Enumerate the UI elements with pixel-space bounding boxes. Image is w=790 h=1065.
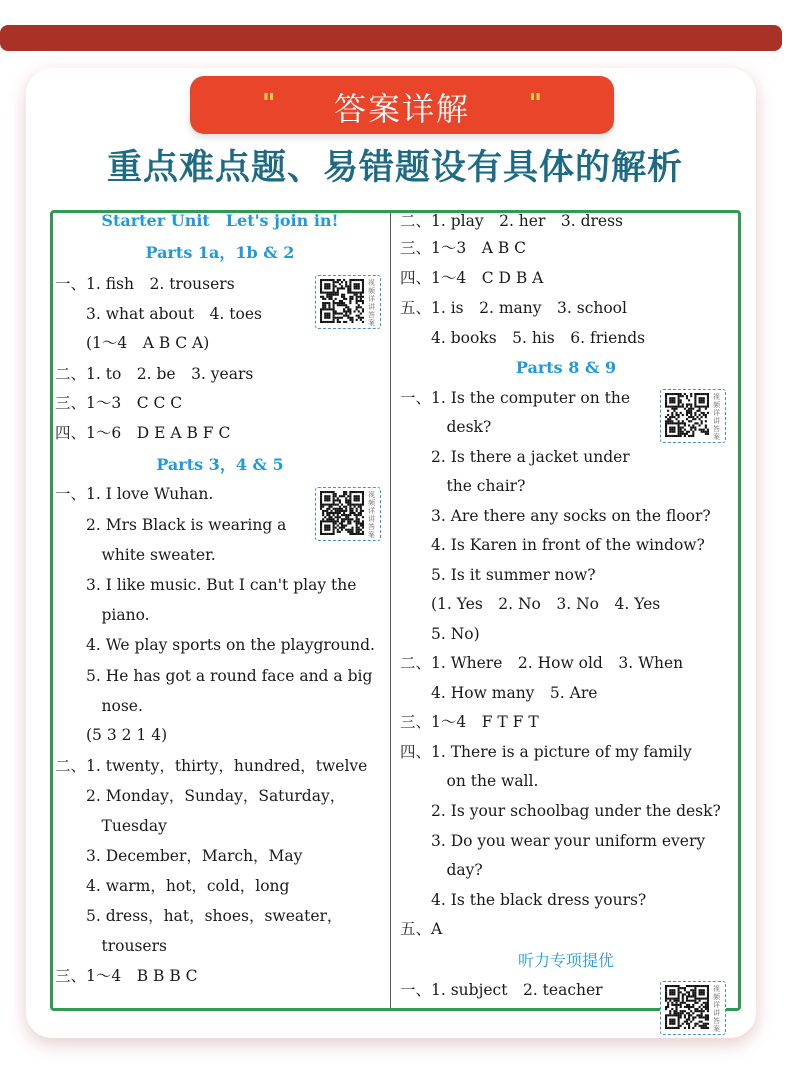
answer-line: 4. warm，hot，cold，long — [55, 877, 290, 895]
answer-line: (1. Yes 2. No 3. No 4. Yes — [400, 595, 661, 613]
answer-line: Tuesday — [55, 817, 167, 835]
answer-line: 四、1～4 C D B A — [400, 269, 544, 287]
column-divider — [390, 213, 391, 1008]
top-decorative-bar — [0, 25, 782, 51]
answer-line: 3. what about 4. toes — [55, 305, 262, 323]
qr-caption: 视频详讲答案 — [713, 393, 720, 441]
answer-line: on the wall. — [400, 772, 539, 790]
qr-code-icon[interactable] — [315, 487, 381, 541]
answer-line: 4. How many 5. Are — [400, 684, 598, 702]
answer-line: 4. Is the black dress yours? — [400, 891, 647, 909]
quote-mark-icon: " — [262, 89, 276, 119]
answer-line: 三、1～3 C C C — [55, 394, 183, 412]
answer-line: 2. Monday，Sunday，Saturday， — [55, 787, 346, 805]
answer-line: 一、1. subject 2. teacher — [400, 981, 603, 999]
answer-line: 二、1. twenty，thirty，hundred，twelve — [55, 757, 368, 775]
answer-line: 4. books 5. his 6. friends — [400, 329, 646, 347]
qr-caption: 视频详讲答案 — [368, 491, 375, 539]
section-heading: Starter Unit Let's join in! — [101, 211, 339, 230]
answer-line: 二、1. to 2. be 3. years — [55, 365, 254, 383]
answer-line: (1～4 A B C A) — [55, 334, 210, 352]
answer-line: 3. Are there any socks on the floor? — [400, 507, 711, 525]
answer-line: nose. — [55, 697, 143, 715]
answer-line: 二、1. play 2. her 3. dress — [400, 212, 624, 230]
qr-code-icon[interactable] — [660, 981, 726, 1035]
answer-line: 4. We play sports on the playground. — [55, 636, 375, 654]
section-heading: Parts 3，4 & 5 — [156, 455, 284, 474]
answer-line: 3. Do you wear your uniform every — [400, 832, 706, 850]
quote-mark-icon: " — [528, 89, 542, 119]
qr-caption: 视频详讲答案 — [368, 279, 375, 327]
answer-line: piano. — [55, 606, 150, 624]
answer-line: day? — [400, 861, 483, 879]
answer-line: desk? — [400, 418, 492, 436]
answer-line: 3. I like music. But I can't play the — [55, 576, 357, 594]
answer-line: 2. Is there a jacket under — [400, 448, 630, 466]
answer-line: 5. He has got a round face and a big — [55, 667, 373, 685]
section-heading: 听力专项提优 — [517, 951, 614, 970]
answer-line: 二、1. Where 2. How old 3. When — [400, 654, 684, 672]
answer-line: 三、1～4 B B B C — [55, 967, 198, 985]
answer-line: trousers — [55, 937, 167, 955]
qr-caption: 视频详讲答案 — [713, 985, 720, 1033]
answer-line: 5. Is it summer now? — [400, 566, 596, 584]
answer-line: 四、1～6 D E A B F C — [55, 424, 231, 442]
answer-line: 五、A — [400, 920, 443, 938]
section-heading: Parts 8 & 9 — [515, 358, 617, 377]
section-heading: Parts 1a，1b & 2 — [145, 243, 295, 262]
answer-line: 4. Is Karen in front of the window? — [400, 536, 705, 554]
answer-page-scan — [50, 210, 741, 1033]
answer-line: 三、1～3 A B C — [400, 239, 527, 257]
banner-title: 答案详解 — [333, 90, 470, 128]
answer-line: 2. Is your schoolbag under the desk? — [400, 802, 721, 820]
answer-banner — [190, 76, 614, 134]
answer-line: 五、1. is 2. many 3. school — [400, 299, 627, 317]
answer-line: white sweater. — [55, 546, 216, 564]
answer-line: (5 3 2 1 4) — [55, 726, 168, 744]
answer-line: 5. No) — [400, 625, 480, 643]
answer-line: 四、1. There is a picture of my family — [400, 743, 692, 761]
answer-line: the chair? — [400, 477, 526, 495]
answer-line: 3. December，March，May — [55, 847, 303, 865]
answer-line: 一、1. I love Wuhan. — [55, 485, 214, 503]
qr-code-icon[interactable] — [315, 275, 381, 329]
answer-line: 三、1～4 F T F T — [400, 713, 539, 731]
answer-line: 5. dress，hat，shoes，sweater， — [55, 907, 343, 925]
answer-line: 2. Mrs Black is wearing a — [55, 516, 287, 534]
qr-code-icon[interactable] — [660, 389, 726, 443]
answer-line: 一、1. Is the computer on the — [400, 389, 631, 407]
answer-line: 一、1. fish 2. trousers — [55, 275, 235, 293]
page-subtitle: 重点难点题、易错题设有具体的解析 — [106, 148, 683, 188]
